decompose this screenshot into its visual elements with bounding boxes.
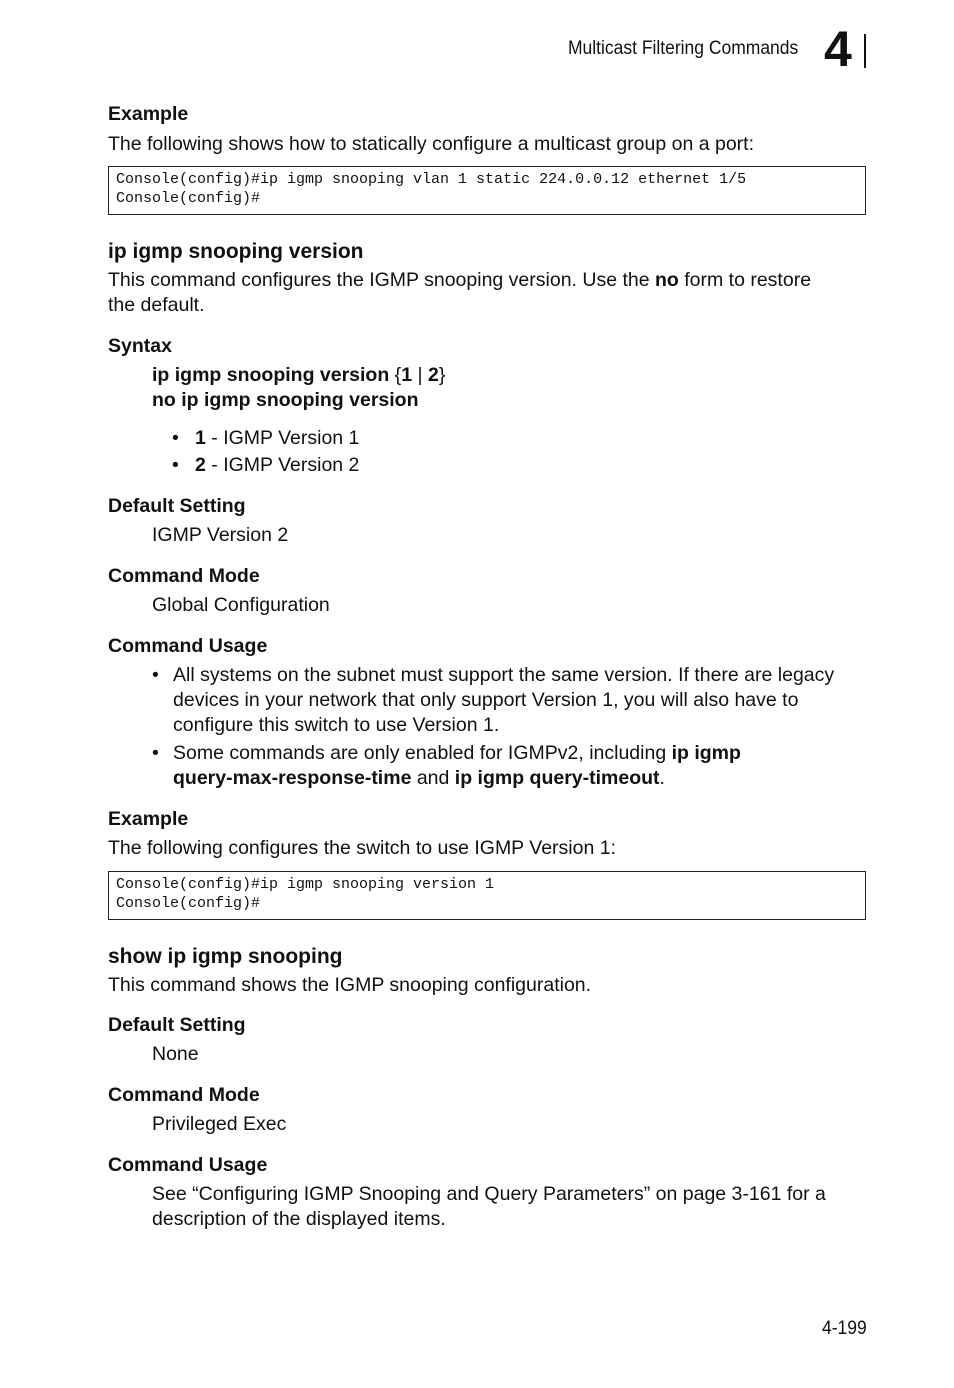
default-setting-value: IGMP Version 2	[152, 524, 289, 546]
option-version-1: 1 - IGMP Version 1	[195, 427, 360, 449]
option-bullet: •	[172, 427, 179, 449]
command-usage-heading: Command Usage	[108, 635, 268, 657]
usage-item-1-line2: devices in your network that only support Version 1, you will also have to	[173, 689, 799, 711]
command-description: This command configures the IGMP snooping version. Use the no form to restore	[108, 269, 812, 291]
command-title-version: ip igmp snooping version	[108, 240, 364, 263]
default-setting-value: None	[152, 1043, 199, 1065]
command-mode-heading: Command Mode	[108, 1084, 260, 1106]
usage-bullet: •	[152, 664, 159, 686]
example-heading: Example	[108, 808, 189, 830]
usage-item-1-line3: configure this switch to use Version 1.	[173, 714, 500, 736]
running-header-title: Multicast Filtering Commands	[568, 38, 799, 59]
show-usage-line1: See “Configuring IGMP Snooping and Query Parameters” on page 3-161 for a	[152, 1183, 826, 1205]
code-line: Console(config)#ip igmp snooping version 1	[116, 876, 495, 893]
usage-bullet: •	[152, 742, 159, 764]
usage-item-1-line1: All systems on the subnet must support the same version. If there are legacy	[173, 664, 835, 686]
command-description-line2: the default.	[108, 294, 205, 316]
syntax-line-2: no ip igmp snooping version	[152, 389, 419, 411]
show-description: This command shows the IGMP snooping configuration.	[108, 974, 592, 996]
chapter-divider	[864, 34, 866, 68]
option-bullet: •	[172, 454, 179, 476]
example-description: The following shows how to statically configure a multicast group on a port:	[108, 133, 754, 155]
option-version-2: 2 - IGMP Version 2	[195, 454, 360, 476]
show-usage-line2: description of the displayed items.	[152, 1208, 446, 1230]
code-line: Console(config)#	[116, 190, 261, 207]
code-block-version	[108, 871, 866, 920]
command-usage-heading: Command Usage	[108, 1154, 268, 1176]
code-block-static-group	[108, 166, 866, 215]
command-mode-value: Global Configuration	[152, 594, 330, 616]
usage-item-2-line2: query-max-response-time and ip igmp query-timeout.	[173, 767, 665, 789]
page-number: 4-199	[822, 1318, 867, 1339]
command-title-show: show ip igmp snooping	[108, 945, 343, 968]
example-heading: Example	[108, 103, 189, 125]
chapter-number: 4	[824, 21, 852, 77]
syntax-line-1: ip igmp snooping version {1 | 2}	[152, 364, 446, 386]
default-setting-heading: Default Setting	[108, 495, 246, 517]
code-line: Console(config)#ip igmp snooping vlan 1 static 224.0.0.12 ethernet 1/5	[116, 171, 747, 188]
code-line: Console(config)#	[116, 895, 261, 912]
usage-item-2-line1: Some commands are only enabled for IGMPv2, including ip igmp	[173, 742, 741, 764]
command-mode-heading: Command Mode	[108, 565, 260, 587]
command-mode-value: Privileged Exec	[152, 1113, 287, 1135]
syntax-heading: Syntax	[108, 335, 172, 357]
example-description: The following configures the switch to use IGMP Version 1:	[108, 837, 616, 859]
default-setting-heading: Default Setting	[108, 1014, 246, 1036]
